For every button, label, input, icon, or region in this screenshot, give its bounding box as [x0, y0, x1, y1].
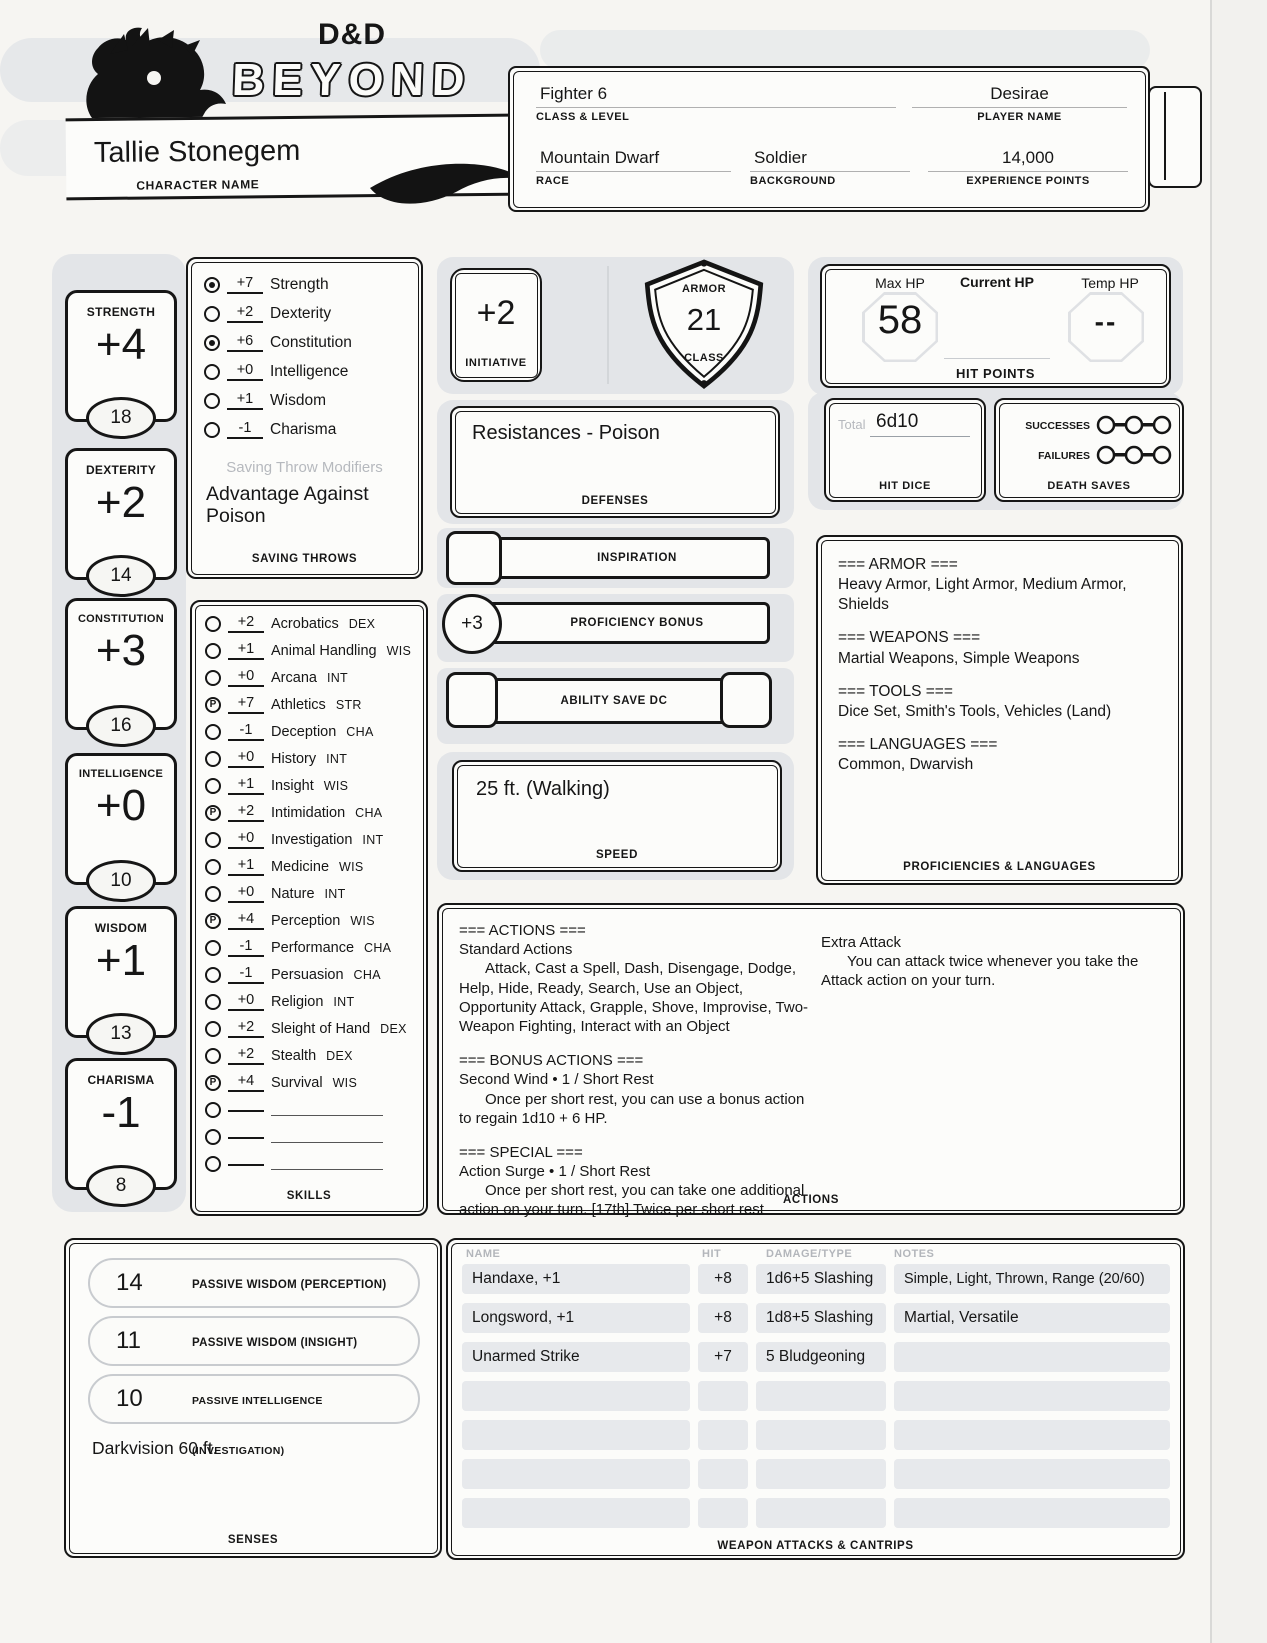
proficiency-section-heading: === TOOLS ===	[838, 682, 953, 700]
weapon-notes-empty	[894, 1459, 1170, 1489]
skill-modifier: +0	[228, 992, 264, 1011]
actions-section-heading: === ACTIONS ===	[459, 922, 586, 939]
skill-name: Deception	[271, 723, 337, 740]
speed-box	[452, 760, 782, 872]
proficiency-bonus-bar: PROFICIENCY BONUS	[458, 602, 770, 644]
weapon-damage: 1d8+5 Slashing	[756, 1303, 886, 1333]
skill-row-blank	[205, 1156, 383, 1172]
ability-strength	[65, 290, 177, 428]
skill-modifier-blank	[228, 1163, 264, 1166]
ability-wisdom	[65, 906, 177, 1044]
weapons-header-damage: DAMAGE/TYPE	[766, 1248, 853, 1260]
passive-investigation-value: 10	[116, 1385, 143, 1412]
death-saves-failures-label: FAILURES	[1038, 450, 1090, 462]
skill-ability: DEX	[348, 616, 376, 631]
extra-attack-section	[821, 933, 1169, 991]
ability-save-dc-bar: ABILITY SAVE DC	[458, 678, 770, 724]
background-field	[750, 148, 910, 187]
save-modifier: +0	[227, 362, 263, 381]
hit-dice-box	[824, 398, 986, 502]
skill-ability: WIS	[339, 859, 364, 874]
skill-ability: DEX	[380, 1021, 407, 1036]
save-proficiency-radio	[204, 422, 220, 438]
skill-proficient-icon: P	[205, 805, 221, 821]
skill-ability: DEX	[326, 1048, 353, 1063]
skill-proficiency-radio	[205, 1021, 221, 1037]
death-saves-successes-label: SUCCESSES	[1025, 420, 1090, 432]
skill-name: Survival	[271, 1074, 323, 1091]
passive-insight-row	[88, 1316, 420, 1366]
saving-throw-modifiers-heading: Saving Throw Modifiers	[226, 459, 383, 476]
passive-perception-value: 14	[116, 1269, 143, 1296]
race-value: Mountain Dwarf	[536, 148, 731, 172]
ability-constitution	[65, 598, 177, 736]
skill-name: Perception	[271, 912, 341, 929]
death-saves-label: DEATH SAVES	[1047, 480, 1131, 492]
ability-score: 13	[86, 1013, 156, 1055]
actions-section-heading: === SPECIAL ===	[459, 1143, 583, 1161]
skill-ability: WIS	[332, 1075, 358, 1090]
actions-section-special	[459, 1143, 815, 1220]
save-name: Charisma	[270, 420, 337, 438]
skill-proficiency-radio	[205, 751, 221, 767]
weapon-hit-empty	[698, 1498, 748, 1528]
skill-ability: CHA	[353, 967, 381, 982]
weapon-name: Handaxe, +1	[462, 1264, 690, 1294]
skill-ability: WIS	[323, 778, 349, 793]
skill-modifier: +0	[228, 830, 264, 849]
ability-score: 16	[86, 705, 156, 747]
extra-attack-heading: Extra Attack	[821, 934, 902, 951]
skill-name: Persuasion	[271, 966, 344, 983]
proficiency-section-text: Martial Weapons, Simple Weapons	[838, 649, 1080, 667]
save-name: Dexterity	[270, 304, 332, 322]
skill-row	[205, 695, 362, 714]
proficiency-section-text: Common, Dwarvish	[838, 756, 974, 774]
skill-name: Sleight of Hand	[271, 1020, 371, 1037]
skill-name: Arcana	[271, 669, 317, 686]
weapon-damage-empty	[756, 1498, 886, 1528]
senses-label: SENSES	[227, 1534, 279, 1546]
weapon-hit: +8	[698, 1303, 748, 1333]
class-level-field	[536, 84, 896, 123]
ability-modifier: +2	[95, 478, 147, 527]
armor-class-shield	[638, 258, 770, 390]
save-modifier: +1	[227, 391, 263, 410]
skill-modifier: +1	[228, 857, 264, 876]
proficiency-section-text: Dice Set, Smith's Tools, Vehicles (Land)	[838, 702, 1112, 720]
character-name-label: CHARACTER NAME	[136, 177, 260, 193]
race-label: RACE	[536, 175, 570, 187]
weapon-name-empty	[462, 1381, 690, 1411]
proficiencies-languages-box	[816, 535, 1183, 885]
hit-points-box	[820, 264, 1171, 388]
skill-row	[205, 803, 382, 822]
ability-modifier: +3	[95, 626, 147, 675]
skill-ability: INT	[326, 751, 348, 766]
skills-box	[190, 600, 428, 1216]
saving-throw-row	[204, 391, 326, 410]
skill-ability: CHA	[346, 724, 374, 739]
player-name-label: PLAYER NAME	[977, 111, 1062, 123]
proficiency-section-heading: === LANGUAGES ===	[838, 735, 998, 753]
max-hp-value: 58	[877, 298, 923, 342]
skill-name: Religion	[271, 993, 324, 1010]
weapon-damage: 1d6+5 Slashing	[756, 1264, 886, 1294]
ability-score: 14	[86, 555, 156, 597]
weapon-notes-empty	[894, 1381, 1170, 1411]
save-modifier: +7	[227, 275, 263, 294]
saving-throw-modifiers-text: Advantage Against Poison	[206, 483, 369, 528]
death-save-success-circles-icon	[1095, 414, 1173, 436]
skill-proficiency-radio	[205, 724, 221, 740]
proficiency-section-text: Heavy Armor, Light Armor, Medium Armor, Shields	[838, 576, 1127, 614]
background-label: BACKGROUND	[750, 175, 836, 187]
skill-proficiency-radio	[205, 940, 221, 956]
skill-proficiency-radio	[205, 778, 221, 794]
passive-investigation-label: PASSIVE INTELLIGENCE (INVESTIGATION)	[192, 1395, 323, 1457]
weapon-hit-empty	[698, 1381, 748, 1411]
skill-name: Nature	[271, 885, 315, 902]
actions-section-subheading: Action Surge • 1 / Short Rest	[459, 1163, 651, 1181]
skill-modifier: +0	[228, 884, 264, 903]
passive-perception-row	[88, 1258, 420, 1308]
initiative-label: INITIATIVE	[465, 357, 527, 369]
current-hp-blank-line	[944, 358, 1050, 359]
skill-row	[205, 965, 381, 984]
weapon-name: Unarmed Strike	[462, 1342, 690, 1372]
header-info-box	[508, 66, 1150, 212]
skill-proficiency-radio	[205, 1156, 221, 1172]
skill-row	[205, 1019, 407, 1038]
skill-ability: WIS	[350, 913, 375, 928]
ability-score: 10	[86, 860, 156, 902]
proficiency-bonus-value: +3	[442, 594, 502, 654]
save-name: Constitution	[270, 333, 352, 351]
passive-insight-label: PASSIVE WISDOM (INSIGHT)	[192, 1337, 358, 1349]
initiative-value: +2	[476, 294, 516, 332]
weapon-notes-empty	[894, 1498, 1170, 1528]
proficiency-section-heading: === WEAPONS ===	[838, 629, 981, 647]
weapon-hit-empty	[698, 1420, 748, 1450]
speed-value: 25 ft. (Walking)	[476, 778, 610, 800]
skill-ability: INT	[362, 832, 384, 847]
player-name-field	[912, 84, 1127, 123]
weapon-name-empty	[462, 1498, 690, 1528]
saving-throw-row	[204, 362, 348, 381]
skill-ability: INT	[326, 670, 348, 685]
skill-modifier: +2	[228, 803, 264, 822]
ability-save-dc-left-cap	[446, 672, 498, 728]
ability-modifier: -1	[101, 1088, 141, 1137]
weapons-header-name: NAME	[466, 1248, 501, 1260]
max-hp-label: Max HP	[875, 275, 925, 291]
skill-name: Investigation	[271, 831, 353, 848]
skill-proficient-icon: P	[205, 913, 221, 929]
character-name: Tallie Stonegem	[93, 134, 301, 170]
skill-name: History	[271, 750, 317, 767]
ability-name: DEXTERITY	[85, 463, 157, 477]
armor-label-bottom: CLASS	[684, 352, 724, 364]
ability-name: STRENGTH	[86, 305, 156, 319]
weapon-notes: Simple, Light, Thrown, Range (20/60)	[894, 1264, 1170, 1294]
background-value: Soldier	[750, 148, 910, 172]
temp-hp-label: Temp HP	[1081, 275, 1139, 291]
panel-divider	[607, 266, 609, 384]
weapon-damage: 5 Bludgeoning	[756, 1342, 886, 1372]
skill-modifier: -1	[228, 938, 264, 957]
skill-proficiency-radio	[205, 832, 221, 848]
senses-note: Darkvision 60 ft.	[92, 1438, 218, 1458]
experience-points-field	[928, 148, 1128, 187]
skill-proficiency-radio	[205, 1102, 221, 1118]
skill-modifier: +0	[228, 749, 264, 768]
death-saves-box	[994, 398, 1184, 502]
weapon-name: Longsword, +1	[462, 1303, 690, 1333]
proficiency-section-tools	[838, 682, 1162, 722]
skill-proficiency-radio	[205, 616, 221, 632]
extra-attack-body: You can attack twice whenever you take the Attack action on your turn.	[821, 953, 1139, 990]
skill-row	[205, 938, 391, 957]
skill-row	[205, 641, 411, 660]
proficiency-section-languages	[838, 735, 1162, 775]
ability-name: CONSTITUTION	[77, 613, 165, 625]
initiative-box	[450, 268, 542, 382]
defenses-box	[450, 406, 780, 518]
skill-name-blank-line	[271, 1104, 383, 1116]
actions-section-body: Attack, Cast a Spell, Dash, Disengage, Dodge, Help, Hide, Ready, Search, Use an Object, Opportunity Attack, Grapple, Shove, Improvise, Two-Weapon Fighting, Interact with an Object	[459, 960, 809, 1035]
ability-score: 18	[86, 397, 156, 439]
skill-proficient-icon: P	[205, 697, 221, 713]
skill-modifier: +4	[228, 911, 264, 930]
weapon-damage-empty	[756, 1459, 886, 1489]
weapon-name-empty	[462, 1459, 690, 1489]
skill-modifier: +7	[228, 695, 264, 714]
skill-modifier: +2	[228, 1046, 264, 1065]
skill-row	[205, 668, 348, 687]
proficiency-section-heading: === ARMOR ===	[838, 556, 958, 573]
save-modifier: -1	[227, 420, 263, 439]
background-streak	[540, 30, 1150, 70]
skill-proficiency-radio	[205, 643, 221, 659]
weapon-hit: +8	[698, 1264, 748, 1294]
actions-section-bonus	[459, 1051, 815, 1128]
skill-modifier: -1	[228, 722, 264, 741]
scroll-roll-decoration	[1148, 86, 1202, 188]
weapon-notes	[894, 1342, 1170, 1372]
experience-points-value: 14,000	[928, 148, 1128, 172]
actions-section-subheading: Second Wind • 1 / Short Rest	[459, 1071, 654, 1089]
inspiration-checkbox	[446, 531, 502, 585]
skill-proficient-icon: P	[205, 1075, 221, 1091]
ability-name: INTELLIGENCE	[78, 768, 164, 780]
saving-throw-row	[204, 420, 336, 439]
skill-modifier: -1	[228, 965, 264, 984]
skill-row	[205, 1073, 357, 1092]
skill-proficiency-radio	[205, 886, 221, 902]
actions-section-heading: === BONUS ACTIONS ===	[459, 1052, 644, 1070]
saving-throw-row	[204, 275, 329, 294]
hit-dice-line	[870, 436, 970, 437]
skill-modifier: +4	[228, 1073, 264, 1092]
speed-label: SPEED	[596, 849, 638, 861]
ability-score: 8	[86, 1165, 156, 1207]
inspiration-bar: INSPIRATION	[458, 537, 770, 579]
ability-dexterity	[65, 448, 177, 586]
ability-name: CHARISMA	[87, 1073, 155, 1087]
actions-section-body: Once per short rest, you can use a bonus action to regain 1d10 + 6 HP.	[459, 1090, 805, 1127]
skill-name: Animal Handling	[271, 642, 377, 659]
skill-row	[205, 722, 374, 741]
save-proficiency-radio	[204, 306, 220, 322]
save-name: Wisdom	[270, 391, 326, 409]
save-proficiency-radio-filled	[204, 277, 220, 293]
weapons-header-notes: NOTES	[894, 1248, 935, 1260]
skill-name: Insight	[271, 777, 314, 794]
actions-section-body: Once per short rest, you can take one additional action on your turn. [17th] Twice per short rest	[459, 1182, 805, 1219]
skill-row	[205, 776, 348, 795]
save-name: Strength	[270, 275, 329, 293]
player-name-value: Desirae	[912, 84, 1127, 108]
death-save-failure-circles-icon	[1095, 444, 1173, 466]
skill-row	[205, 830, 383, 849]
weapon-hit: +7	[698, 1342, 748, 1372]
defenses-label: DEFENSES	[581, 495, 649, 507]
skill-modifier: +2	[228, 1019, 264, 1038]
actions-label: ACTIONS	[783, 1194, 839, 1206]
skill-row	[205, 884, 346, 903]
saving-throws-box	[186, 257, 423, 579]
skill-name: Acrobatics	[271, 615, 339, 632]
senses-box	[64, 1238, 442, 1558]
skill-proficiency-radio	[205, 1048, 221, 1064]
skill-row	[205, 614, 375, 633]
weapon-name-empty	[462, 1420, 690, 1450]
skill-proficiency-radio	[205, 859, 221, 875]
hit-dice-value: 6d10	[876, 411, 919, 432]
passive-perception-label: PASSIVE WISDOM (PERCEPTION)	[192, 1279, 387, 1291]
weapon-damage-empty	[756, 1381, 886, 1411]
skill-row	[205, 992, 354, 1011]
saving-throws-label: SAVING THROWS	[251, 553, 358, 565]
current-hp-label: Current HP	[960, 274, 1034, 290]
skill-proficiency-radio	[205, 994, 221, 1010]
passive-insight-value: 11	[116, 1327, 141, 1354]
ability-save-dc-right-cap	[720, 672, 772, 728]
class-level-label: CLASS & LEVEL	[536, 111, 630, 123]
saving-throw-row	[204, 304, 331, 323]
actions-section-standard	[459, 921, 815, 1036]
proficiency-section-armor	[838, 555, 1162, 615]
skill-proficiency-radio	[205, 967, 221, 983]
ability-charisma	[65, 1058, 177, 1196]
ability-modifier: +0	[95, 781, 147, 830]
skill-modifier: +1	[228, 641, 264, 660]
armor-label-top: ARMOR	[681, 283, 727, 295]
skill-row-blank	[205, 1102, 383, 1118]
skill-ability: STR	[335, 697, 362, 712]
ability-name: WISDOM	[94, 921, 148, 935]
race-field	[536, 148, 731, 187]
scan-margin	[1212, 0, 1267, 1643]
skills-label: SKILLS	[286, 1190, 332, 1202]
skill-name: Athletics	[271, 696, 326, 713]
weapon-attacks-box	[446, 1238, 1185, 1560]
proficiency-section-weapons	[838, 628, 1162, 668]
skill-ability: CHA	[355, 805, 383, 820]
weapon-notes: Martial, Versatile	[894, 1303, 1170, 1333]
skill-modifier-blank	[228, 1136, 264, 1139]
skill-modifier-blank	[228, 1109, 264, 1112]
skill-ability: INT	[324, 886, 346, 901]
armor-class-value: 21	[686, 302, 722, 337]
skill-name: Medicine	[271, 858, 330, 875]
save-proficiency-radio	[204, 364, 220, 380]
skill-ability: CHA	[364, 940, 392, 955]
save-proficiency-radio	[204, 393, 220, 409]
dnd-logo: D&D	[318, 18, 386, 51]
ability-modifier: +1	[95, 936, 147, 985]
weapons-header-hit: HIT	[702, 1248, 722, 1260]
skill-name: Intimidation	[271, 804, 346, 821]
skill-row	[205, 911, 375, 930]
save-modifier: +6	[227, 333, 263, 352]
skill-name-blank-line	[271, 1131, 383, 1143]
ability-modifier: +4	[95, 320, 147, 369]
beyond-logo: BEYOND	[231, 54, 474, 105]
skill-ability: WIS	[386, 643, 412, 658]
weapon-hit-empty	[698, 1459, 748, 1489]
skill-modifier: +2	[228, 614, 264, 633]
class-level-value: Fighter 6	[536, 84, 896, 108]
proficiencies-languages-label: PROFICIENCIES & LANGUAGES	[903, 861, 1096, 873]
skill-row-blank	[205, 1129, 383, 1145]
weapon-attacks-label: WEAPON ATTACKS & CANTRIPS	[717, 1540, 914, 1552]
experience-points-label: EXPERIENCE POINTS	[966, 175, 1090, 187]
skill-name: Stealth	[271, 1047, 317, 1064]
weapon-damage-empty	[756, 1420, 886, 1450]
skill-modifier: +0	[228, 668, 264, 687]
hit-points-label: HIT POINTS	[956, 366, 1035, 381]
skill-row	[205, 749, 347, 768]
hit-dice-total-label: Total	[838, 417, 866, 432]
skill-proficiency-radio	[205, 1129, 221, 1145]
skill-proficiency-radio	[205, 670, 221, 686]
skill-row	[205, 1046, 353, 1065]
skill-ability: INT	[333, 994, 355, 1009]
save-name: Intelligence	[270, 362, 349, 380]
skill-name: Performance	[271, 939, 355, 956]
skill-name-blank-line	[271, 1158, 383, 1170]
skill-modifier: +1	[228, 776, 264, 795]
save-modifier: +2	[227, 304, 263, 323]
weapon-notes-empty	[894, 1420, 1170, 1450]
skill-row	[205, 857, 364, 876]
page-edge	[1210, 0, 1212, 1643]
save-proficiency-radio-filled	[204, 335, 220, 351]
hit-dice-label: HIT DICE	[879, 480, 931, 492]
actions-section-subheading: Standard Actions	[459, 941, 573, 959]
temp-hp-value: --	[1094, 306, 1118, 337]
saving-throw-row	[204, 333, 352, 352]
actions-box	[437, 903, 1185, 1219]
defenses-value: Resistances - Poison	[472, 422, 660, 444]
ability-intelligence	[65, 753, 177, 891]
